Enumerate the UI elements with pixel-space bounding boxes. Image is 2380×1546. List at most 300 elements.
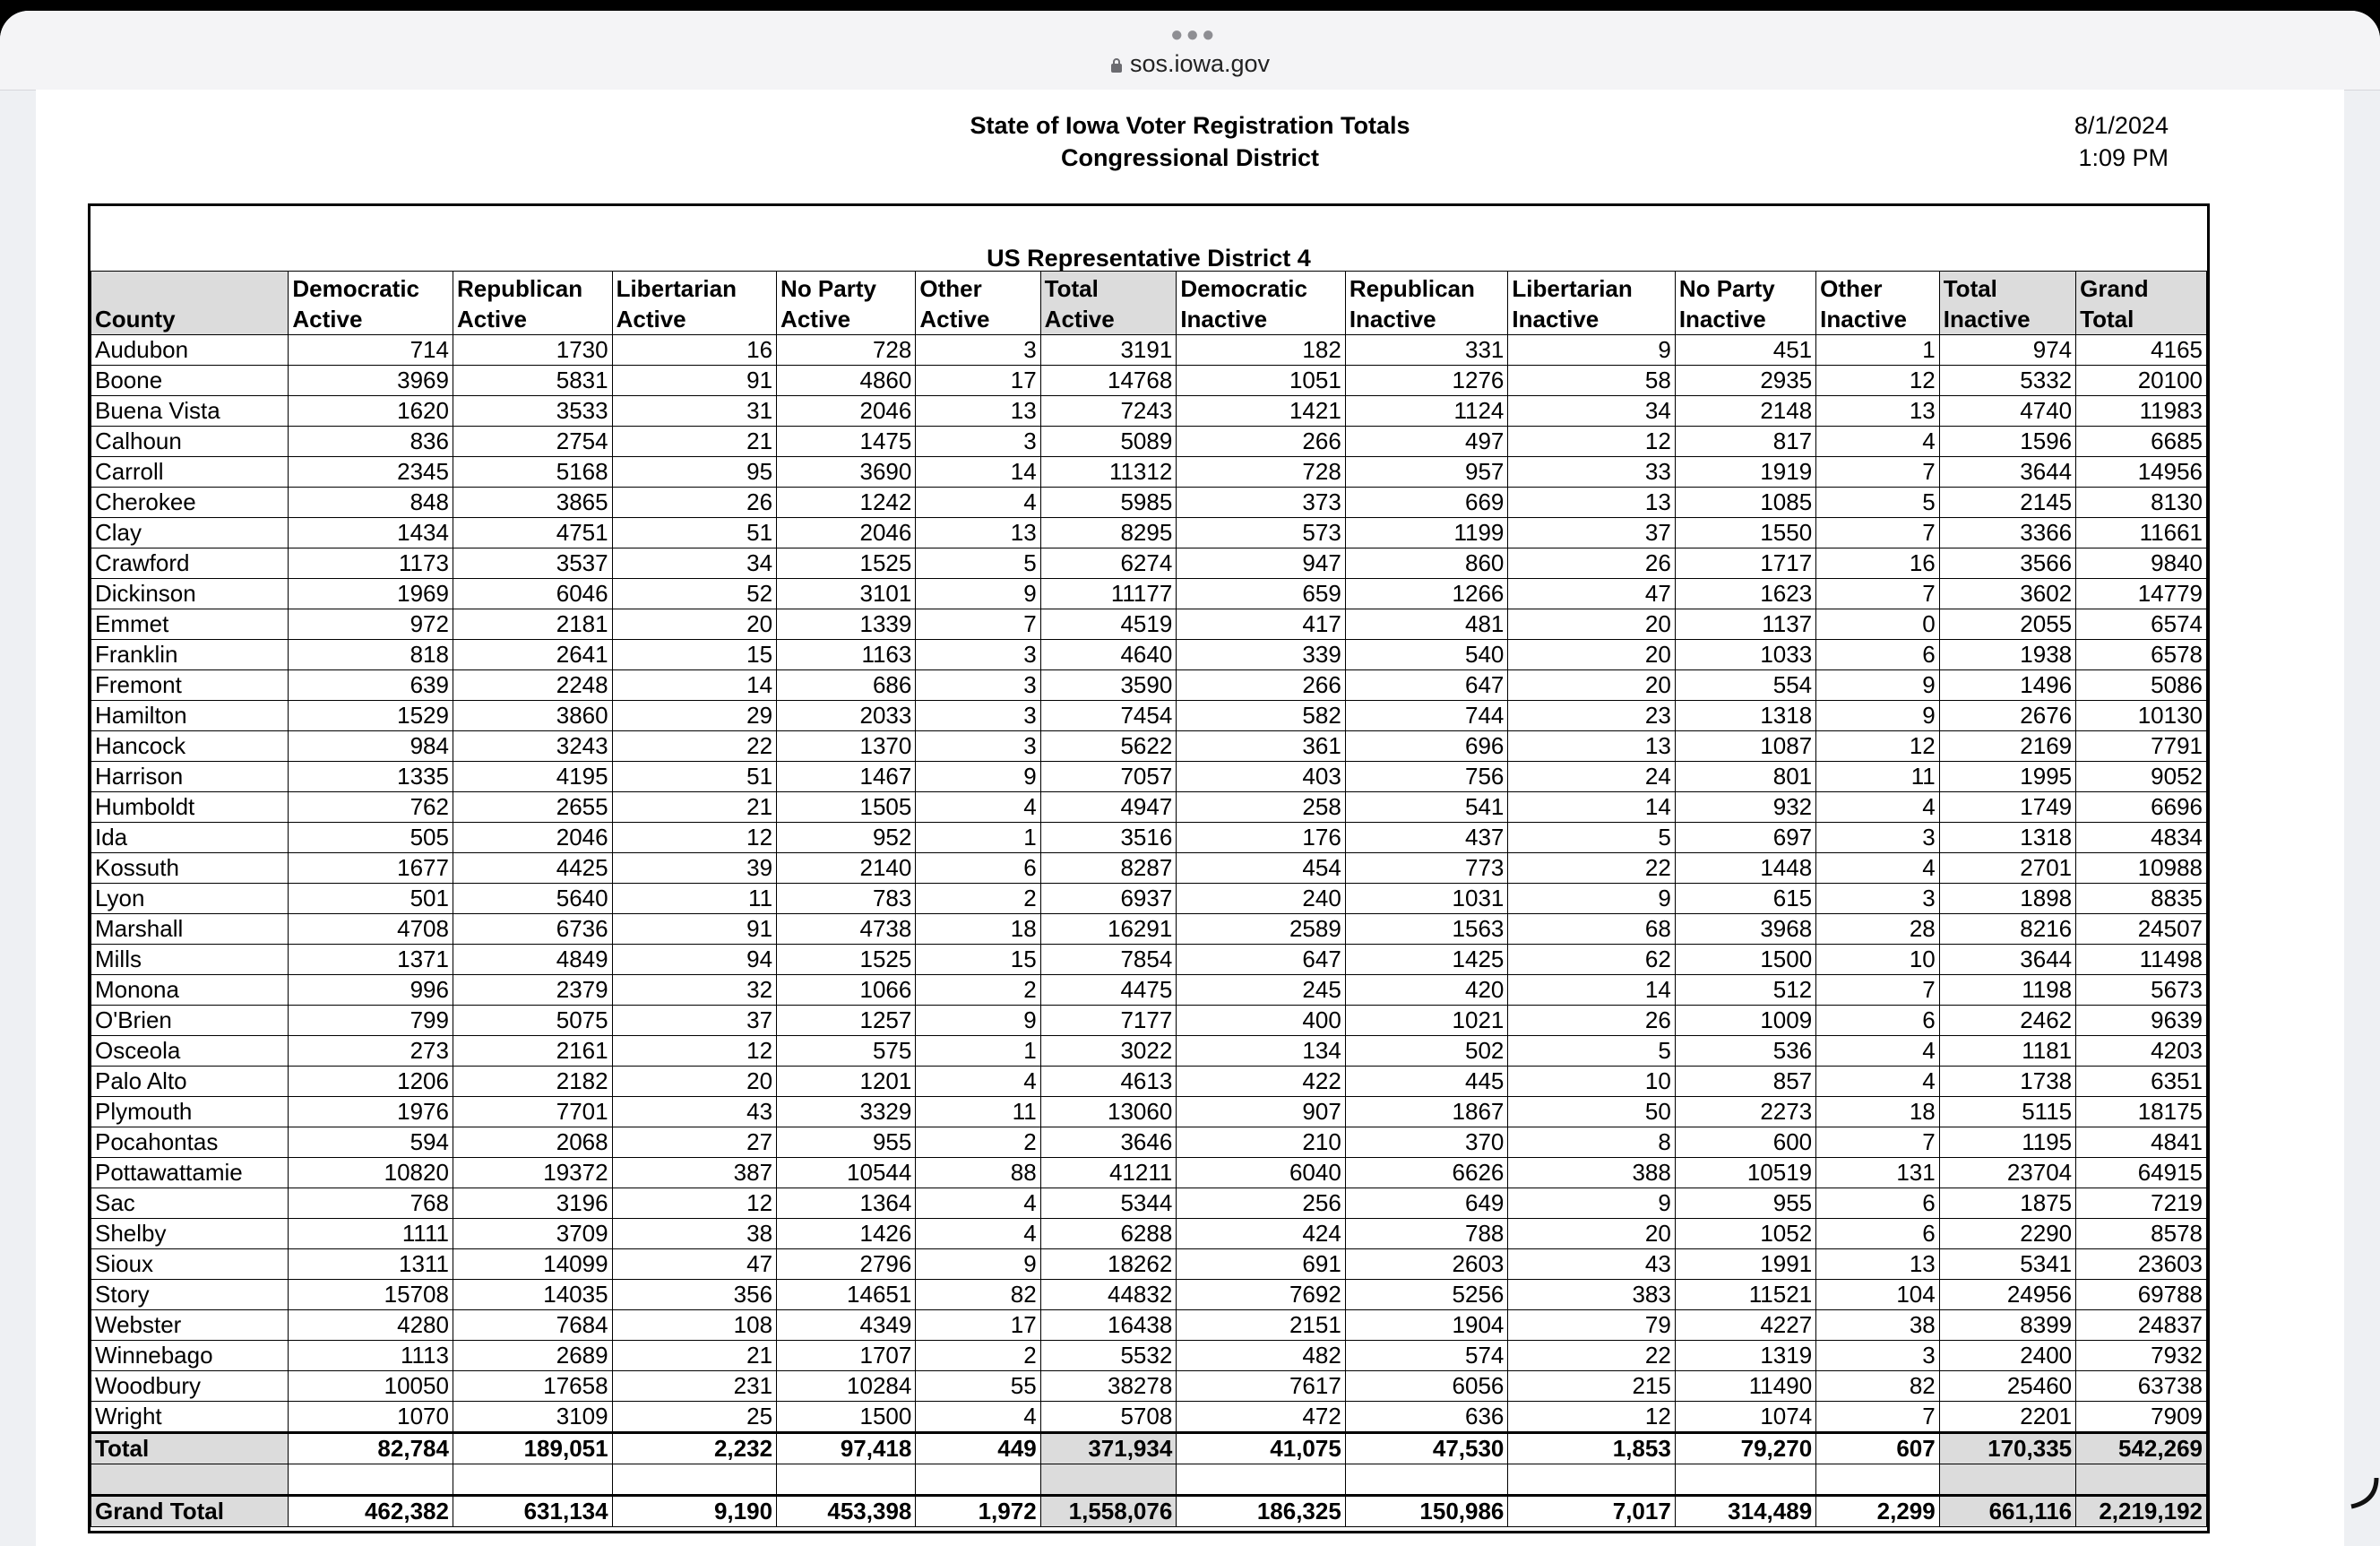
value-cell: 1904: [1345, 1310, 1508, 1341]
value-cell: 1257: [777, 1006, 916, 1036]
value-cell: 266: [1177, 670, 1346, 701]
value-cell: 7: [1816, 1402, 1940, 1433]
more-options-icon[interactable]: ●●●: [1170, 22, 1218, 47]
value-cell: 540: [1345, 640, 1508, 670]
county-cell: Crawford: [91, 548, 289, 579]
registration-table: [91, 271, 2207, 1527]
value-cell: 11498: [2076, 945, 2207, 975]
table-row: [91, 579, 2207, 609]
value-cell: 2068: [453, 1127, 612, 1158]
value-cell: 2345: [289, 457, 453, 488]
column-header-line1: No Party: [1678, 275, 1775, 302]
value-cell: 17: [916, 1310, 1040, 1341]
table-row: [91, 1036, 2207, 1067]
value-cell: 554: [1675, 670, 1815, 701]
value-cell: 1467: [777, 762, 916, 792]
value-cell: 3366: [1939, 518, 2075, 548]
county-cell: Dickinson: [91, 579, 289, 609]
value-cell: 4708: [289, 914, 453, 945]
value-cell: 4: [1816, 853, 1940, 884]
value-cell: 728: [1177, 457, 1346, 488]
value-cell: 502: [1345, 1036, 1508, 1067]
value-cell: 6685: [2076, 427, 2207, 457]
value-cell: 4738: [777, 914, 916, 945]
value-cell: 1370: [777, 731, 916, 762]
value-cell: 5115: [1939, 1097, 2075, 1127]
value-cell: 4740: [1939, 396, 2075, 427]
value-cell: 714: [289, 335, 453, 366]
value-cell: 6351: [2076, 1067, 2207, 1097]
value-cell: 4: [916, 1402, 1040, 1433]
value-cell: 5089: [1040, 427, 1177, 457]
value-cell: 331: [1345, 335, 1508, 366]
value-cell: 3968: [1675, 914, 1815, 945]
value-cell: 5: [1508, 1036, 1675, 1067]
column-header-line2: Inactive: [1820, 306, 1907, 333]
value-cell: 16291: [1040, 914, 1177, 945]
county-cell: Grand Total: [91, 1496, 289, 1527]
county-cell: Sioux: [91, 1249, 289, 1280]
value-cell: 497: [1345, 427, 1508, 457]
value-cell: 1500: [777, 1402, 916, 1433]
value-cell: 451: [1675, 335, 1815, 366]
value-cell: 18: [1816, 1097, 1940, 1127]
table-body: [91, 335, 2207, 1527]
county-cell: Fremont: [91, 670, 289, 701]
table-row: [91, 518, 2207, 548]
table-row: [91, 1006, 2207, 1036]
county-cell: Pocahontas: [91, 1127, 289, 1158]
value-cell: 8216: [1939, 914, 2075, 945]
value-cell: 5985: [1040, 488, 1177, 518]
value-cell: 6: [1816, 1188, 1940, 1219]
table-row: [91, 1097, 2207, 1127]
value-cell: 37: [612, 1006, 776, 1036]
value-cell: 24507: [2076, 914, 2207, 945]
county-cell: [91, 1464, 289, 1496]
value-cell: 4: [1816, 1067, 1940, 1097]
value-cell: 10988: [2076, 853, 2207, 884]
value-cell: 4349: [777, 1310, 916, 1341]
value-cell: 3101: [777, 579, 916, 609]
value-cell: 47,530: [1345, 1433, 1508, 1464]
value-cell: 1730: [453, 335, 612, 366]
value-cell: 15: [916, 945, 1040, 975]
value-cell: 594: [289, 1127, 453, 1158]
value-cell: 2655: [453, 792, 612, 823]
value-cell: 1087: [1675, 731, 1815, 762]
value-cell: 14651: [777, 1280, 916, 1310]
value-cell: 3022: [1040, 1036, 1177, 1067]
value-cell: 955: [1675, 1188, 1815, 1219]
column-header-line1: Republican: [1349, 275, 1475, 302]
value-cell: 1206: [289, 1067, 453, 1097]
value-cell: 14: [1508, 792, 1675, 823]
value-cell: 7909: [2076, 1402, 2207, 1433]
value-cell: 245: [1177, 975, 1346, 1006]
value-cell: 23704: [1939, 1158, 2075, 1188]
value-cell: 1620: [289, 396, 453, 427]
value-cell: 52: [612, 579, 776, 609]
value-cell: 12: [612, 823, 776, 853]
value-cell: 108: [612, 1310, 776, 1341]
column-header-line1: Libertarian: [616, 275, 737, 302]
value-cell: 6056: [1345, 1371, 1508, 1402]
county-cell: Winnebago: [91, 1341, 289, 1371]
value-cell: 51: [612, 762, 776, 792]
value-cell: 215: [1508, 1371, 1675, 1402]
value-cell: 371,934: [1040, 1433, 1177, 1464]
value-cell: 972: [289, 609, 453, 640]
value-cell: 3: [916, 670, 1040, 701]
value-cell: 6937: [1040, 884, 1177, 914]
value-cell: 1033: [1675, 640, 1815, 670]
value-cell: 1563: [1345, 914, 1508, 945]
value-cell: 659: [1177, 579, 1346, 609]
value-cell: 768: [289, 1188, 453, 1219]
value-cell: 7454: [1040, 701, 1177, 731]
column-header: [1177, 272, 1346, 335]
value-cell: 58: [1508, 366, 1675, 396]
value-cell: 4834: [2076, 823, 2207, 853]
value-cell: 1867: [1345, 1097, 1508, 1127]
value-cell: 952: [777, 823, 916, 853]
county-cell: Kossuth: [91, 853, 289, 884]
browser-toolbar: [0, 11, 2380, 91]
value-cell: 4860: [777, 366, 916, 396]
value-cell: 6736: [453, 914, 612, 945]
value-cell: 34: [1508, 396, 1675, 427]
value-cell: 8: [1508, 1127, 1675, 1158]
value-cell: 15708: [289, 1280, 453, 1310]
value-cell: 4947: [1040, 792, 1177, 823]
value-cell: 3329: [777, 1097, 916, 1127]
table-row: [91, 1310, 2207, 1341]
value-cell: 12: [612, 1036, 776, 1067]
value-cell: 2140: [777, 853, 916, 884]
value-cell: 31: [612, 396, 776, 427]
value-cell: 2151: [1177, 1310, 1346, 1341]
value-cell: 1,558,076: [1040, 1496, 1177, 1527]
value-cell: 210: [1177, 1127, 1346, 1158]
county-cell: Shelby: [91, 1219, 289, 1249]
table-row: [91, 1127, 2207, 1158]
value-cell: 996: [289, 975, 453, 1006]
address-bar[interactable]: [0, 50, 2380, 80]
value-cell: 5673: [2076, 975, 2207, 1006]
value-cell: 314,489: [1675, 1496, 1815, 1527]
value-cell: [289, 1464, 453, 1496]
value-cell: 1199: [1345, 518, 1508, 548]
table-row: [91, 488, 2207, 518]
value-cell: 5332: [1939, 366, 2075, 396]
value-cell: 3: [916, 731, 1040, 762]
value-cell: 1031: [1345, 884, 1508, 914]
value-cell: 9,190: [612, 1496, 776, 1527]
value-cell: 5: [1816, 488, 1940, 518]
value-cell: 1496: [1939, 670, 2075, 701]
table-row: [91, 366, 2207, 396]
table-row: [91, 731, 2207, 762]
value-cell: 4: [916, 1067, 1040, 1097]
value-cell: 541: [1345, 792, 1508, 823]
value-cell: 240: [1177, 884, 1346, 914]
value-cell: 1364: [777, 1188, 916, 1219]
value-cell: 14779: [2076, 579, 2207, 609]
value-cell: 41,075: [1177, 1433, 1346, 1464]
table-row: [91, 548, 2207, 579]
value-cell: 18175: [2076, 1097, 2207, 1127]
value-cell: 26: [612, 488, 776, 518]
browser-window: [0, 11, 2380, 1546]
value-cell: 38: [612, 1219, 776, 1249]
value-cell: 4: [916, 792, 1040, 823]
value-cell: 2046: [453, 823, 612, 853]
report-time: 1:09 PM: [2078, 144, 2169, 171]
value-cell: 20100: [2076, 366, 2207, 396]
value-cell: 361: [1177, 731, 1346, 762]
value-cell: 762: [289, 792, 453, 823]
value-cell: 356: [612, 1280, 776, 1310]
table-row: [91, 640, 2207, 670]
value-cell: 9: [1816, 670, 1940, 701]
county-cell: Total: [91, 1433, 289, 1464]
value-cell: 38278: [1040, 1371, 1177, 1402]
value-cell: 984: [289, 731, 453, 762]
value-cell: 437: [1345, 823, 1508, 853]
value-cell: 1505: [777, 792, 916, 823]
value-cell: 1991: [1675, 1249, 1815, 1280]
value-cell: 43: [612, 1097, 776, 1127]
value-cell: 23: [1508, 701, 1675, 731]
value-cell: 4: [1816, 1036, 1940, 1067]
table-row: [91, 1249, 2207, 1280]
column-header-line2: Active: [292, 306, 363, 333]
value-cell: 1311: [289, 1249, 453, 1280]
value-cell: 24956: [1939, 1280, 2075, 1310]
county-cell: Ida: [91, 823, 289, 853]
column-header: [1508, 272, 1675, 335]
value-cell: 4841: [2076, 1127, 2207, 1158]
value-cell: 5532: [1040, 1341, 1177, 1371]
column-header: [1675, 272, 1815, 335]
value-cell: 615: [1675, 884, 1815, 914]
value-cell: 2182: [453, 1067, 612, 1097]
value-cell: 4: [1816, 792, 1940, 823]
value-cell: 13: [1816, 396, 1940, 427]
table-row: [91, 670, 2207, 701]
value-cell: 6696: [2076, 792, 2207, 823]
value-cell: 1426: [777, 1219, 916, 1249]
county-cell: Calhoun: [91, 427, 289, 457]
column-header-line2: Active: [780, 306, 851, 333]
report-title-line2: Congressional District: [1060, 144, 1320, 171]
value-cell: 756: [1345, 762, 1508, 792]
county-cell: O'Brien: [91, 1006, 289, 1036]
value-cell: 387: [612, 1158, 776, 1188]
report-title: [36, 109, 2344, 174]
table-row: [91, 792, 2207, 823]
value-cell: 13: [1508, 731, 1675, 762]
value-cell: 1242: [777, 488, 916, 518]
value-cell: 9: [916, 1249, 1040, 1280]
value-cell: 1070: [289, 1402, 453, 1433]
table-row: [91, 1067, 2207, 1097]
column-header: [91, 272, 289, 335]
value-cell: 1550: [1675, 518, 1815, 548]
value-cell: 2145: [1939, 488, 2075, 518]
table-row: [91, 1219, 2207, 1249]
value-cell: 3690: [777, 457, 916, 488]
value-cell: 512: [1675, 975, 1815, 1006]
value-cell: 33: [1508, 457, 1675, 488]
value-cell: [1345, 1464, 1508, 1496]
value-cell: 4613: [1040, 1067, 1177, 1097]
value-cell: 424: [1177, 1219, 1346, 1249]
report-title-line1: State of Iowa Voter Registration Totals: [970, 112, 1410, 139]
value-cell: 2201: [1939, 1402, 2075, 1433]
value-cell: 82,784: [289, 1433, 453, 1464]
value-cell: 11490: [1675, 1371, 1815, 1402]
value-cell: 2290: [1939, 1219, 2075, 1249]
value-cell: 697: [1675, 823, 1815, 853]
value-cell: 501: [289, 884, 453, 914]
value-cell: 266: [1177, 427, 1346, 457]
value-cell: 5086: [2076, 670, 2207, 701]
value-cell: 104: [1816, 1280, 1940, 1310]
value-cell: 2181: [453, 609, 612, 640]
value-cell: 37: [1508, 518, 1675, 548]
value-cell: 6274: [1040, 548, 1177, 579]
value-cell: 94: [612, 945, 776, 975]
value-cell: 8835: [2076, 884, 2207, 914]
value-cell: 82: [1816, 1371, 1940, 1402]
value-cell: 20: [1508, 1219, 1675, 1249]
value-cell: 32: [612, 975, 776, 1006]
value-cell: 1,972: [916, 1496, 1040, 1527]
value-cell: 68: [1508, 914, 1675, 945]
value-cell: 13060: [1040, 1097, 1177, 1127]
value-cell: 62: [1508, 945, 1675, 975]
value-cell: 5640: [453, 884, 612, 914]
value-cell: 1: [916, 823, 1040, 853]
value-cell: 7177: [1040, 1006, 1177, 1036]
value-cell: 2: [916, 884, 1040, 914]
value-cell: 1052: [1675, 1219, 1815, 1249]
value-cell: 20: [1508, 609, 1675, 640]
column-header-line2: Active: [919, 306, 990, 333]
value-cell: 91: [612, 366, 776, 396]
value-cell: 256: [1177, 1188, 1346, 1219]
value-cell: 3644: [1939, 945, 2075, 975]
value-cell: 6: [1816, 1006, 1940, 1036]
value-cell: 2754: [453, 427, 612, 457]
column-header-line2: Inactive: [1512, 306, 1600, 333]
value-cell: 64915: [2076, 1158, 2207, 1188]
value-cell: 13: [1816, 1249, 1940, 1280]
value-cell: 1525: [777, 548, 916, 579]
value-cell: [453, 1464, 612, 1496]
value-cell: 2273: [1675, 1097, 1815, 1127]
value-cell: 691: [1177, 1249, 1346, 1280]
value-cell: [1508, 1464, 1675, 1496]
table-row: [91, 914, 2207, 945]
value-cell: 582: [1177, 701, 1346, 731]
value-cell: 575: [777, 1036, 916, 1067]
value-cell: 4: [916, 1219, 1040, 1249]
report-timestamp: [2074, 109, 2169, 174]
value-cell: 1623: [1675, 579, 1815, 609]
column-header-line2: Inactive: [1349, 306, 1436, 333]
district-title: US Representative District 4: [987, 245, 1311, 272]
value-cell: 3590: [1040, 670, 1177, 701]
value-cell: 1173: [289, 548, 453, 579]
value-cell: 7854: [1040, 945, 1177, 975]
value-cell: 6: [916, 853, 1040, 884]
value-cell: 13: [1508, 488, 1675, 518]
value-cell: 2400: [1939, 1341, 2075, 1371]
column-header-line2: Inactive: [1678, 306, 1766, 333]
value-cell: 1201: [777, 1067, 916, 1097]
value-cell: 728: [777, 335, 916, 366]
value-cell: [2076, 1464, 2207, 1496]
value-cell: 7,017: [1508, 1496, 1675, 1527]
value-cell: 783: [777, 884, 916, 914]
value-cell: 7692: [1177, 1280, 1346, 1310]
county-cell: Story: [91, 1280, 289, 1310]
value-cell: 131: [1816, 1158, 1940, 1188]
value-cell: 79,270: [1675, 1433, 1815, 1464]
column-header-line2: Inactive: [1180, 306, 1268, 333]
value-cell: 11177: [1040, 579, 1177, 609]
value-cell: 13: [916, 396, 1040, 427]
value-cell: 5075: [453, 1006, 612, 1036]
value-cell: 2033: [777, 701, 916, 731]
value-cell: 1335: [289, 762, 453, 792]
value-cell: 481: [1345, 609, 1508, 640]
value-cell: 1181: [1939, 1036, 2075, 1067]
county-cell: Sac: [91, 1188, 289, 1219]
registration-table-frame: [88, 203, 2210, 1533]
value-cell: 2: [916, 1127, 1040, 1158]
column-header-line1: Total: [1044, 275, 1099, 302]
value-cell: 5831: [453, 366, 612, 396]
value-cell: 3109: [453, 1402, 612, 1433]
table-row: [91, 457, 2207, 488]
value-cell: 8399: [1939, 1310, 2075, 1341]
value-cell: 7219: [2076, 1188, 2207, 1219]
value-cell: 1318: [1675, 701, 1815, 731]
value-cell: 2046: [777, 518, 916, 548]
value-cell: 3: [916, 335, 1040, 366]
value-cell: 1875: [1939, 1188, 2075, 1219]
value-cell: [916, 1464, 1040, 1496]
value-cell: 454: [1177, 853, 1346, 884]
value-cell: 417: [1177, 609, 1346, 640]
lock-icon: [1110, 52, 1123, 80]
value-cell: 5168: [453, 457, 612, 488]
value-cell: 24837: [2076, 1310, 2207, 1341]
value-cell: 542,269: [2076, 1433, 2207, 1464]
value-cell: 636: [1345, 1402, 1508, 1433]
value-cell: 14: [916, 457, 1040, 488]
column-header: [453, 272, 612, 335]
value-cell: 10284: [777, 1371, 916, 1402]
table-row: [91, 1341, 2207, 1371]
value-cell: 9: [1508, 335, 1675, 366]
value-cell: [777, 1464, 916, 1496]
value-cell: 857: [1675, 1067, 1815, 1097]
